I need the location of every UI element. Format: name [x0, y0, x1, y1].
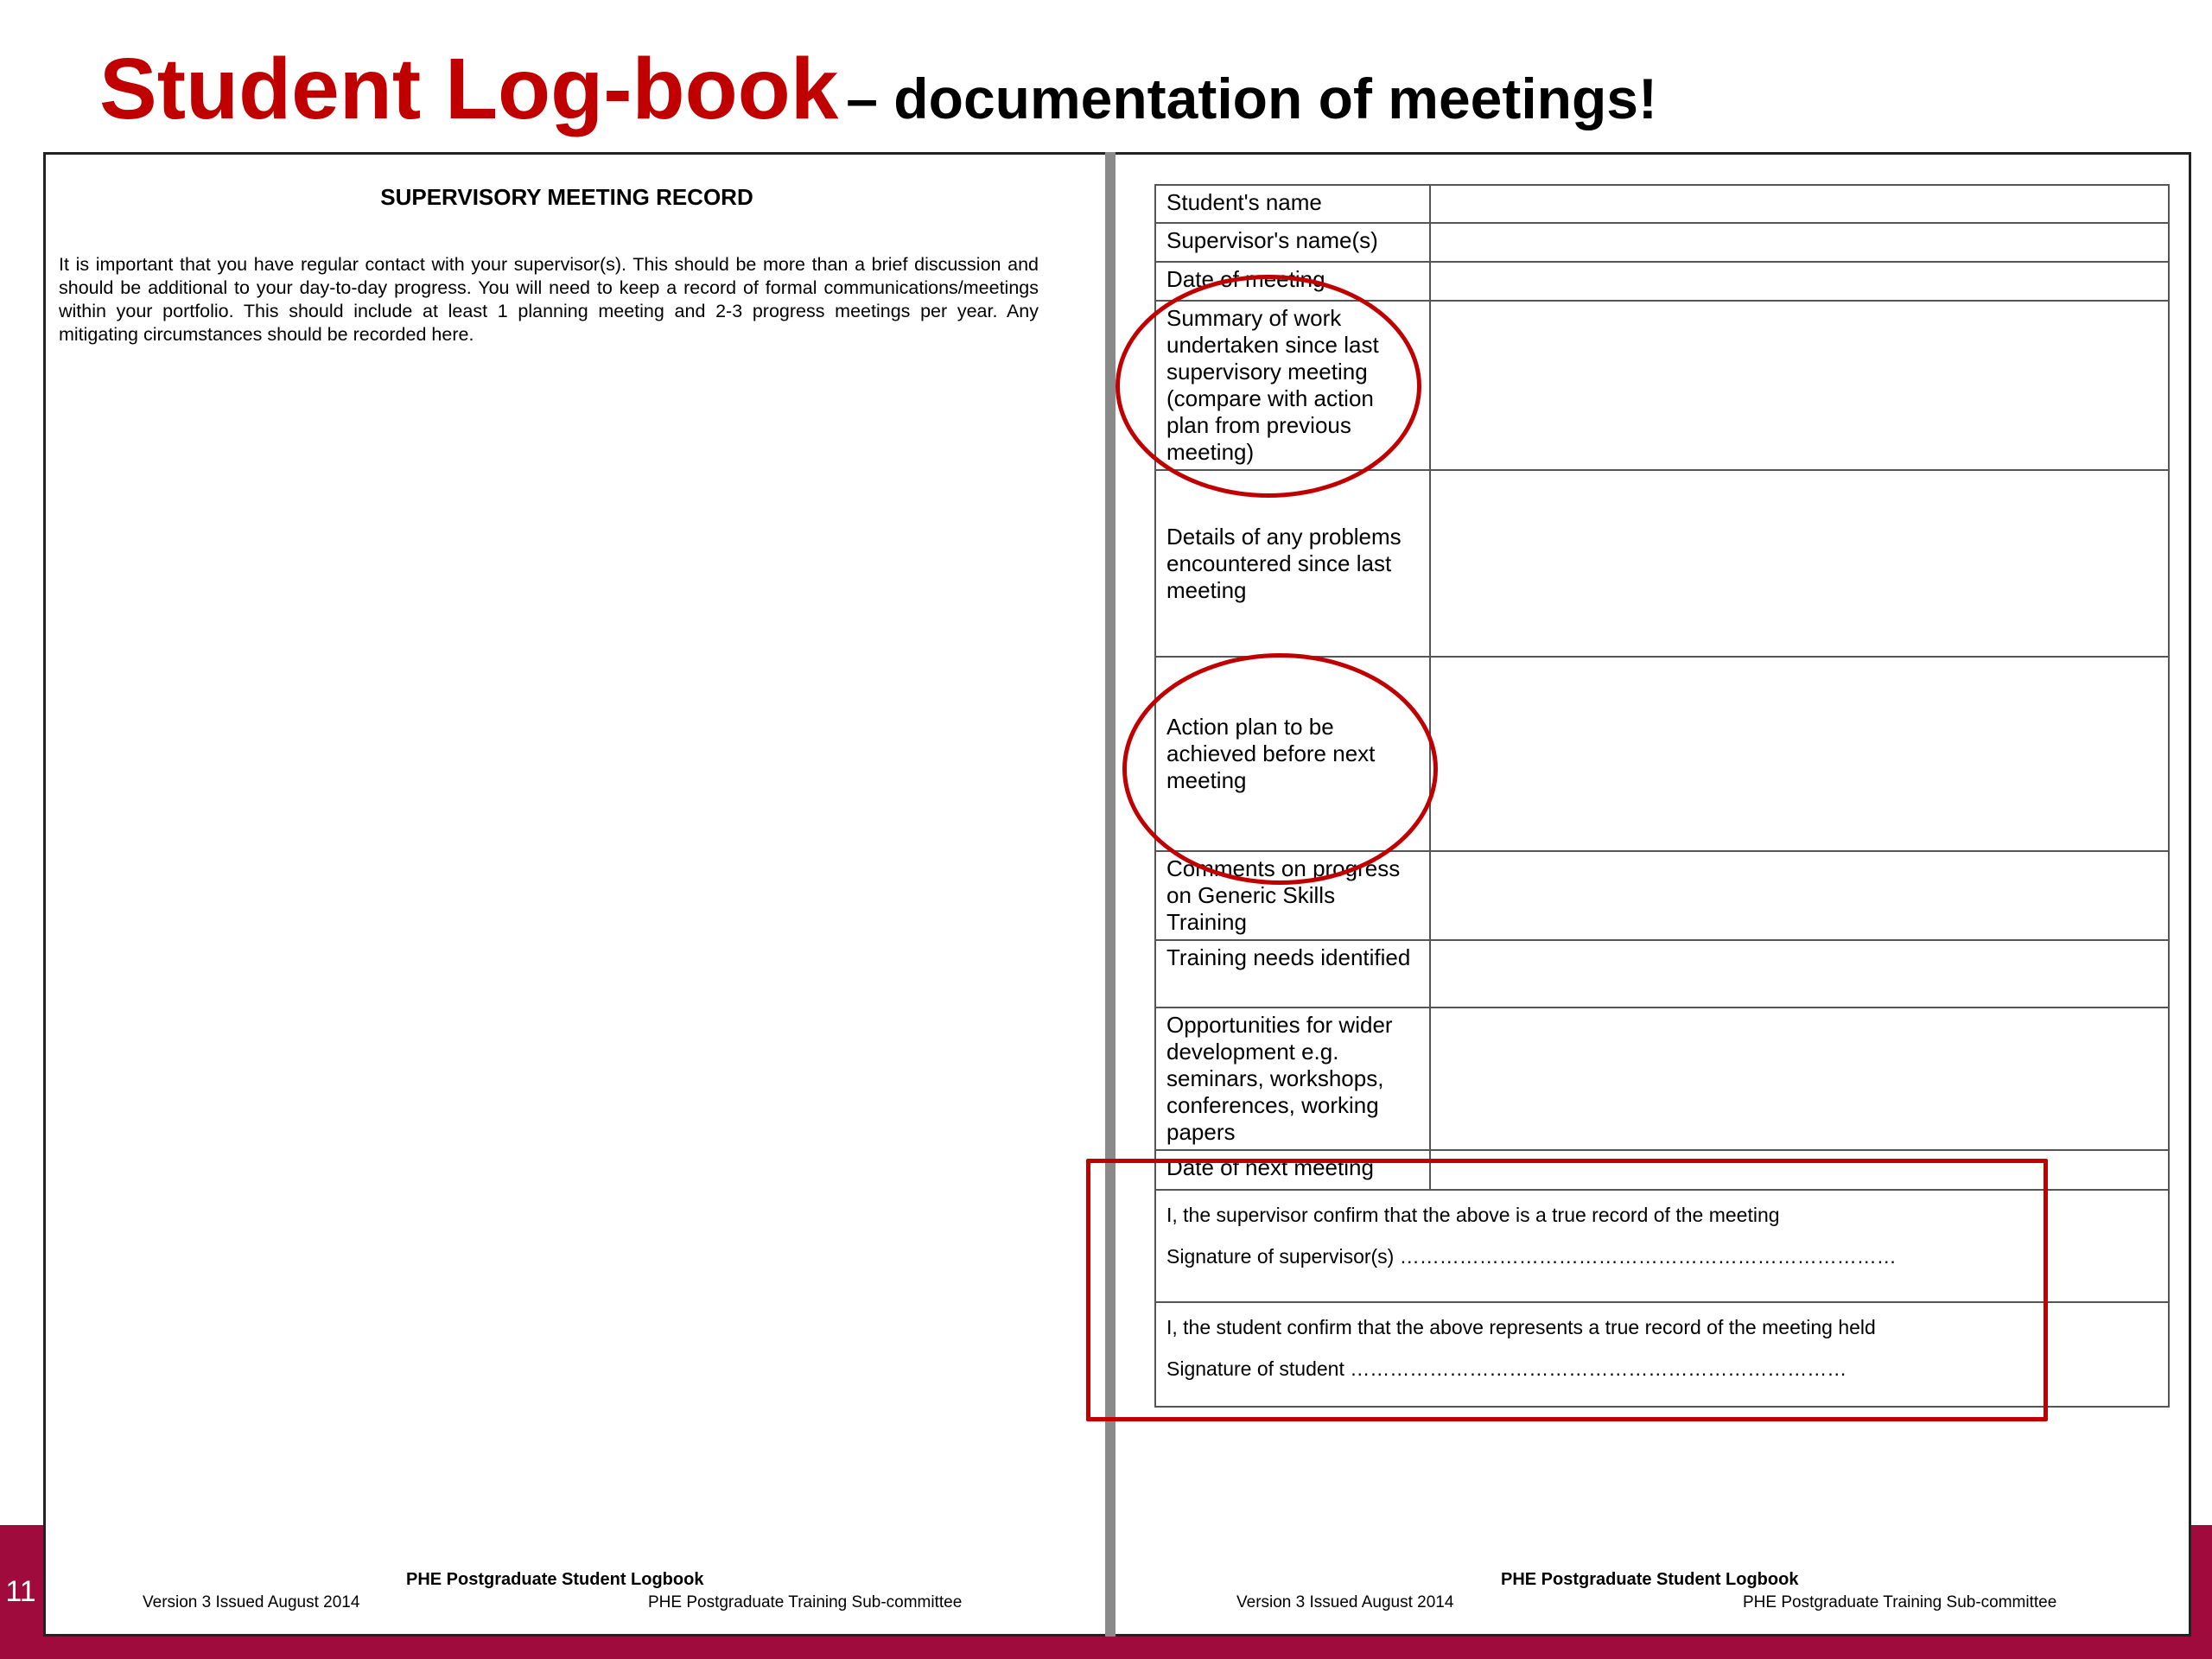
action-plan-field[interactable] — [1430, 657, 2169, 851]
table-row — [1155, 262, 2169, 301]
table-row — [1155, 940, 2169, 1007]
right-footer-version: Version 3 Issued August 2014 — [1236, 1593, 1454, 1611]
table-row — [1155, 185, 2169, 223]
slide-title — [99, 41, 1657, 137]
wider-development-field[interactable] — [1430, 1007, 2169, 1150]
row-label-generic-skills: Comments on progress on Generic Skills Training — [1155, 851, 1430, 940]
date-of-next-meeting-field[interactable] — [1430, 1150, 2169, 1190]
left-footer-committee: PHE Postgraduate Training Sub-committee — [648, 1593, 963, 1611]
table-row — [1155, 657, 2169, 851]
date-of-meeting-field[interactable] — [1430, 262, 2169, 301]
left-page-paragraph: It is important that you have regular contact with your supervisor(s). This should be more than a brief discussion and should be additional to your day-to-day progress. You will need to keep a record of formal communications/meetings within your portfolio. This should include at least 1 planning meeting and 2-3 progress meetings per year. Any mitigating circumstances should be recorded here. — [59, 254, 1039, 345]
row-label-supervisor-names: Supervisor's name(s) — [1155, 223, 1430, 262]
row-label-date-of-meeting: Date of meeting — [1155, 262, 1430, 301]
left-footer-version: Version 3 Issued August 2014 — [143, 1593, 360, 1611]
left-footer-title: PHE Postgraduate Student Logbook — [406, 1570, 704, 1589]
row-label-student-name: Student's name — [1155, 185, 1430, 223]
row-label-date-of-next-meeting: Date of next meeting — [1155, 1150, 1430, 1190]
student-name-field[interactable] — [1430, 185, 2169, 223]
supervisor-confirmation-cell — [1155, 1190, 2169, 1302]
table-row — [1155, 470, 2169, 657]
row-label-problems-encountered: Details of any problems encountered since last meeting — [1155, 470, 1430, 657]
table-row — [1155, 851, 2169, 940]
row-label-wider-development: Opportunities for wider development e.g. seminars, workshops, conferences, working papers — [1155, 1007, 1430, 1150]
student-signature-line[interactable]: Signature of student ………………………………………………………………… — [1166, 1357, 1847, 1380]
summary-of-work-field[interactable] — [1430, 301, 2169, 470]
slide-number: 11 — [5, 1575, 36, 1608]
table-row — [1155, 1007, 2169, 1150]
right-footer-committee: PHE Postgraduate Training Sub-committee — [1743, 1593, 2057, 1611]
table-row — [1155, 223, 2169, 262]
table-row — [1155, 301, 2169, 470]
supervisor-confirmation-text: I, the supervisor confirm that the above is a true record of the meeting — [1166, 1204, 1780, 1226]
generic-skills-field[interactable] — [1430, 851, 2169, 940]
row-label-training-needs: Training needs identified — [1155, 940, 1430, 1007]
left-page-heading: SUPERVISORY MEETING RECORD — [380, 184, 753, 210]
problems-encountered-field[interactable] — [1430, 470, 2169, 657]
student-confirmation-text: I, the student confirm that the above represents a true record of the meeting held — [1166, 1316, 1876, 1338]
right-footer-title: PHE Postgraduate Student Logbook — [1501, 1570, 1799, 1589]
slide-title-main: Student Log-book — [99, 41, 839, 137]
table-row — [1155, 1302, 2169, 1407]
student-confirmation-cell — [1155, 1302, 2169, 1407]
supervisor-signature-line[interactable]: Signature of supervisor(s) ………………………………………………………………… — [1166, 1245, 1897, 1268]
row-label-summary-of-work: Summary of work undertaken since last supervisory meeting (compare with action plan from previous meeting) — [1155, 301, 1430, 470]
meeting-record-table — [1154, 184, 2170, 1408]
training-needs-field[interactable] — [1430, 940, 2169, 1007]
slide-title-sub: – documentation of meetings! — [846, 67, 1657, 130]
table-row — [1155, 1190, 2169, 1302]
supervisor-names-field[interactable] — [1430, 223, 2169, 262]
row-label-action-plan: Action plan to be achieved before next meeting — [1155, 657, 1430, 851]
table-row — [1155, 1150, 2169, 1190]
page-divider — [1105, 152, 1116, 1637]
